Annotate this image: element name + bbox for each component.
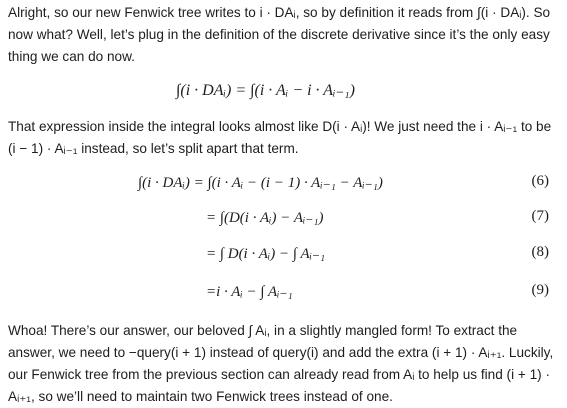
equation-number-7: (7) [531, 208, 549, 224]
align-line-9: =i · Aᵢ − ∫ Aᵢ₋₁ [206, 284, 293, 300]
explanation-paragraph: That expression inside the integral looks almost like D(i · Aᵢ)! We just need the i · Aᵢ₋₁ to be (i − 1) · Aᵢ₋₁ instead, so let’s split apart that term. [8, 119, 552, 156]
align-line-6: ∫(i · DAᵢ) = ∫(i · Aᵢ − (i − 1) · Aᵢ₋₁ − Aᵢ₋₁) [138, 175, 383, 191]
equation-number-8: (8) [531, 244, 549, 260]
equation-number-9: (9) [531, 282, 549, 298]
main-equation: ∫(i · DAᵢ) = ∫(i · Aᵢ − i · Aᵢ₋₁) [176, 82, 355, 99]
align-line-8: = ∫ D(i · Aᵢ) − ∫ Aᵢ₋₁ [206, 246, 326, 262]
align-line-7: = ∫(D(i · Aᵢ) − Aᵢ₋₁) [206, 210, 324, 226]
equation-number-6: (6) [531, 173, 549, 189]
intro-paragraph: Alright, so our new Fenwick tree writes to i · DAᵢ, so by definition it reads from ∫(i · DAᵢ). So now what? Well, let’s plug in the definition of the discrete derivative since it’s the only easy thing we can do now. [8, 5, 551, 64]
conclusion-paragraph: Whoa! There’s our answer, our beloved ∫ Aᵢ, in a slightly mangled form! To extract the answer, we need to −query(i + 1) instead of query(i) and add the extra (i + 1) · Aᵢ₊₁. Luckily, our Fenwick tree from the previous section can already read from Aᵢ to help us find (i + 1) · Aᵢ₊₁, so we’ll need to maintain two Fenwick trees instead of one. [8, 323, 554, 404]
